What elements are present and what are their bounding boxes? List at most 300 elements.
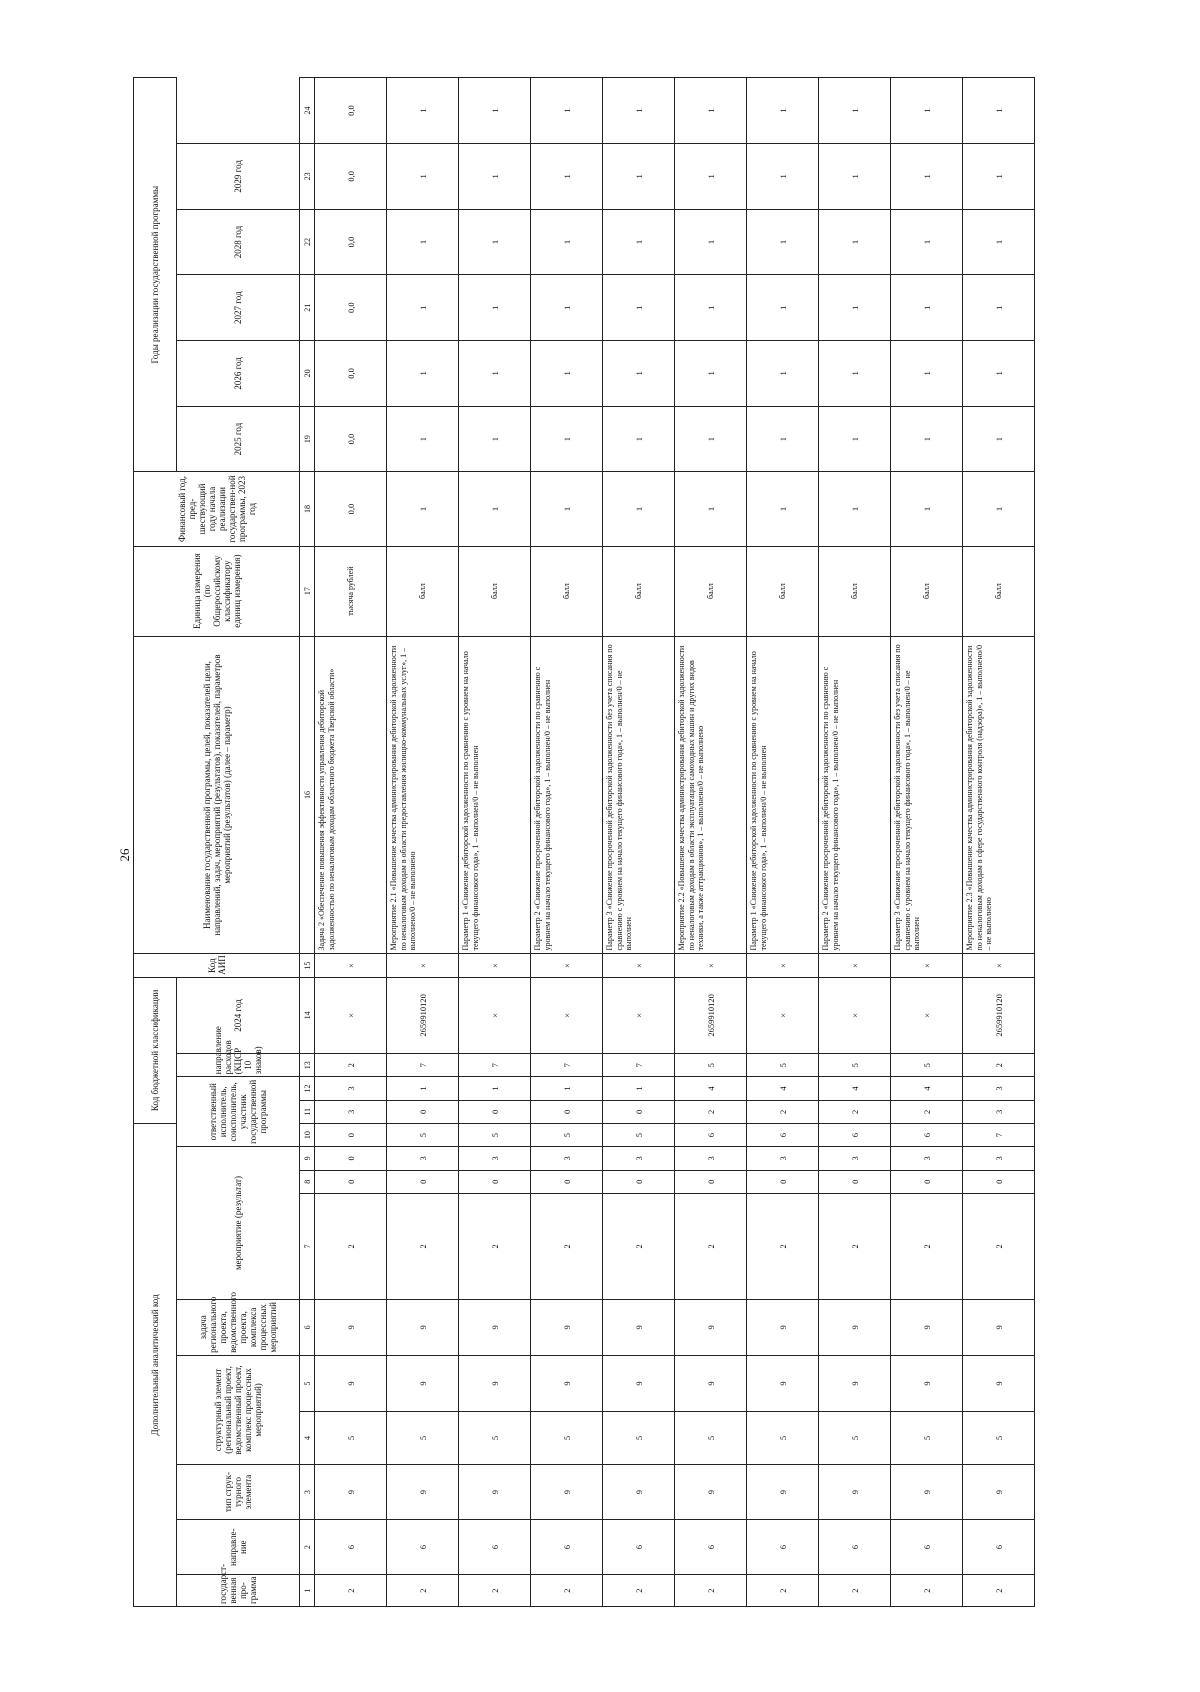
value-cell: 1 <box>891 143 963 209</box>
unit-cell: балл <box>603 546 675 636</box>
value-cell: 1 <box>675 406 747 472</box>
code-cell: 9 <box>891 1299 963 1355</box>
code-cell: 2 <box>315 1054 387 1077</box>
value-cell: 1 <box>531 406 603 472</box>
code-cell: 2 <box>387 1193 459 1299</box>
code-cell: 9 <box>459 1355 531 1411</box>
code-cell: 9 <box>747 1465 819 1520</box>
code-cell: 0 <box>315 1170 387 1193</box>
code-cell: 6 <box>819 1520 891 1575</box>
value-cell: 1 <box>603 341 675 407</box>
code-cell: 6 <box>819 1123 891 1146</box>
code-cell: 2 <box>603 1575 675 1607</box>
code-cell: 9 <box>387 1465 459 1520</box>
value-cell: 1 <box>675 472 747 546</box>
hdr-y24: 2024 год <box>177 977 300 1053</box>
value-cell: 1 <box>387 143 459 209</box>
code-cell: × <box>315 977 387 1053</box>
code-cell: 9 <box>963 1299 1035 1355</box>
hdr-aip: Код АИП <box>134 954 300 977</box>
value-cell: 0,0 <box>315 143 387 209</box>
value-cell: 1 <box>459 472 531 546</box>
column-number: 4 <box>300 1412 315 1465</box>
table-row <box>603 78 675 1607</box>
column-number: 23 <box>300 143 315 209</box>
code-cell: 6 <box>531 1520 603 1575</box>
code-cell: 6 <box>963 1520 1035 1575</box>
column-number: 20 <box>300 341 315 407</box>
code-cell: 5 <box>459 1412 531 1465</box>
table-row <box>963 78 1035 1607</box>
hdr-y29: 2029 год <box>177 143 300 209</box>
code-cell: 2 <box>891 1193 963 1299</box>
hdr-mer: мероприятие (результат) <box>177 1147 300 1300</box>
column-number: 16 <box>300 636 315 954</box>
code-cell: 5 <box>315 1412 387 1465</box>
code-cell: 9 <box>387 1355 459 1411</box>
unit-cell: балл <box>459 546 531 636</box>
table-row <box>315 78 387 1607</box>
value-cell: 1 <box>819 275 891 341</box>
value-cell: 1 <box>963 406 1035 472</box>
column-number: 18 <box>300 472 315 546</box>
code-cell: 9 <box>315 1299 387 1355</box>
item-name-cell: Мероприятие 2.3 «Повышение качества администрирования дебиторской задолженности по неналоговым доходам в сфере государственного контроля (надзора)», 1 – выполнено/0 – не выполнено <box>963 636 1035 954</box>
code-cell: 2 <box>603 1193 675 1299</box>
hdr-fin: Финансовый год, пред-шествующий году начала реализации государствен-ной программы, 2023 год <box>134 472 300 546</box>
value-cell: 1 <box>603 209 675 275</box>
value-cell: 0,0 <box>315 78 387 144</box>
code-cell: 5 <box>963 1412 1035 1465</box>
hdr-years: Годы реализации государственной программы <box>134 78 177 472</box>
code-cell: 6 <box>891 1123 963 1146</box>
value-cell: 1 <box>963 275 1035 341</box>
table-row <box>747 78 819 1607</box>
table-header <box>134 78 315 1607</box>
code-cell: × <box>747 977 819 1053</box>
value-cell: 0,0 <box>315 275 387 341</box>
value-cell: 1 <box>387 275 459 341</box>
code-cell: × <box>315 954 387 977</box>
value-cell: 1 <box>891 472 963 546</box>
code-cell: 9 <box>531 1465 603 1520</box>
value-cell: 1 <box>891 78 963 144</box>
code-cell: 5 <box>387 1412 459 1465</box>
code-cell: 3 <box>819 1147 891 1170</box>
value-cell: 1 <box>387 209 459 275</box>
value-cell: 1 <box>531 341 603 407</box>
code-cell: 9 <box>963 1355 1035 1411</box>
value-cell: 1 <box>387 406 459 472</box>
code-cell: 9 <box>819 1355 891 1411</box>
code-cell: 2 <box>891 1100 963 1123</box>
code-cell: 0 <box>675 1170 747 1193</box>
table-row <box>891 78 963 1607</box>
code-cell: 7 <box>963 1123 1035 1146</box>
program-table <box>133 77 1035 1607</box>
column-number: 17 <box>300 546 315 636</box>
hdr-rash: направление расходов (КЦСР 10 знаков) <box>177 1054 300 1077</box>
code-cell: 9 <box>459 1299 531 1355</box>
value-cell: 1 <box>747 341 819 407</box>
code-cell: 0 <box>459 1170 531 1193</box>
code-cell: 3 <box>675 1147 747 1170</box>
code-cell: 6 <box>675 1123 747 1146</box>
code-cell: 2 <box>675 1100 747 1123</box>
code-cell: × <box>459 977 531 1053</box>
code-cell: 6 <box>747 1520 819 1575</box>
code-cell: 0 <box>819 1170 891 1193</box>
code-cell: 9 <box>387 1299 459 1355</box>
code-cell: × <box>891 954 963 977</box>
hdr-kbk: Код бюджетной классификации <box>134 977 177 1123</box>
code-cell: 5 <box>891 1054 963 1077</box>
column-number: 11 <box>300 1100 315 1123</box>
code-cell: 9 <box>963 1465 1035 1520</box>
code-cell: 6 <box>747 1123 819 1146</box>
code-cell: 2 <box>747 1193 819 1299</box>
code-cell: 7 <box>387 1054 459 1077</box>
column-number: 2 <box>300 1520 315 1575</box>
hdr-gp: государст-венная про-грамма <box>177 1575 300 1607</box>
value-cell: 1 <box>387 78 459 144</box>
code-cell: 3 <box>459 1147 531 1170</box>
code-cell: 5 <box>891 1412 963 1465</box>
code-cell: 2659910120 <box>387 977 459 1053</box>
value-cell: 1 <box>531 143 603 209</box>
code-cell: 2 <box>387 1575 459 1607</box>
code-cell: 1 <box>459 1077 531 1100</box>
code-cell: 0 <box>603 1100 675 1123</box>
code-cell: 2659910120 <box>675 977 747 1053</box>
code-cell: 3 <box>603 1147 675 1170</box>
value-cell: 1 <box>675 78 747 144</box>
code-cell: 5 <box>531 1412 603 1465</box>
code-cell: 2 <box>675 1575 747 1607</box>
unit-cell: балл <box>963 546 1035 636</box>
value-cell: 1 <box>531 275 603 341</box>
column-number: 21 <box>300 275 315 341</box>
code-cell: 6 <box>675 1520 747 1575</box>
code-cell: 2 <box>819 1193 891 1299</box>
item-name-cell: Задача 2 «Обеспечение повышения эффективности управления дебиторской задолженностью по неналоговым доходам областного бюджета Тверской области» <box>315 636 387 954</box>
value-cell: 1 <box>603 78 675 144</box>
code-cell: 2 <box>675 1193 747 1299</box>
code-cell: 9 <box>603 1355 675 1411</box>
code-cell: 5 <box>531 1123 603 1146</box>
column-number: 22 <box>300 209 315 275</box>
code-cell: × <box>963 954 1035 977</box>
code-cell: 0 <box>747 1170 819 1193</box>
code-cell: 3 <box>963 1147 1035 1170</box>
code-cell: 3 <box>531 1147 603 1170</box>
hdr-unit: Единица измерения (по Общероссийскому классификатору единиц измерения) <box>134 546 300 636</box>
value-cell: 1 <box>747 78 819 144</box>
table-row <box>819 78 891 1607</box>
code-cell: 0 <box>891 1170 963 1193</box>
unit-cell: балл <box>747 546 819 636</box>
unit-cell: тысяча рублей <box>315 546 387 636</box>
code-cell: 9 <box>819 1465 891 1520</box>
unit-cell: балл <box>891 546 963 636</box>
item-name-cell: Параметр 1 «Снижение дебиторской задолженности по сравнению с уровнем на начало текущего финансового года», 1 – выполнен/0 – не выполнен <box>747 636 819 954</box>
value-cell: 1 <box>891 341 963 407</box>
item-name-cell: Параметр 1 «Снижение дебиторской задолженности по сравнению с уровнем на начало текущего финансового года», 1 – выполнен/0 – не выполнен <box>459 636 531 954</box>
unit-cell: балл <box>387 546 459 636</box>
value-cell: 1 <box>819 78 891 144</box>
page-number: 26 <box>117 848 132 862</box>
value-cell: 1 <box>891 406 963 472</box>
column-number: 3 <box>300 1465 315 1520</box>
code-cell: 2 <box>963 1575 1035 1607</box>
hdr-zad: задача регионального проекта, ведомственного проекта, комплекса процессных мероприятий <box>177 1299 300 1355</box>
column-number: 12 <box>300 1077 315 1100</box>
column-number: 9 <box>300 1147 315 1170</box>
value-cell: 1 <box>747 406 819 472</box>
value-cell: 0,0 <box>315 406 387 472</box>
code-cell: 0 <box>459 1100 531 1123</box>
item-name-cell: Мероприятие 2.1 «Повышение качества администрирования дебиторской задолженности по неналоговым доходам в области предоставления жилищно-коммунальных услуг», 1 – выполнено/0 – не выполнено <box>387 636 459 954</box>
code-cell: 9 <box>675 1355 747 1411</box>
value-cell: 1 <box>963 472 1035 546</box>
code-cell: × <box>819 954 891 977</box>
table-body <box>315 78 1035 1607</box>
value-cell: 1 <box>531 472 603 546</box>
hdr-tip: тип струк-турного элемента <box>177 1465 300 1520</box>
value-cell: 0,0 <box>315 472 387 546</box>
value-cell: 1 <box>531 78 603 144</box>
hdr-struct: структурный элемент (региональный проект, ведомственный проект, комплекс процессных мероприятий) <box>177 1355 300 1464</box>
code-cell: 6 <box>387 1520 459 1575</box>
code-cell: 3 <box>963 1077 1035 1100</box>
code-cell: 9 <box>315 1465 387 1520</box>
code-cell: 5 <box>387 1123 459 1146</box>
code-cell: 5 <box>819 1054 891 1077</box>
code-cell: 5 <box>459 1123 531 1146</box>
column-number: 14 <box>300 977 315 1053</box>
code-cell: 9 <box>675 1299 747 1355</box>
code-cell: 9 <box>747 1299 819 1355</box>
unit-cell: балл <box>675 546 747 636</box>
code-cell: × <box>603 954 675 977</box>
column-number: 5 <box>300 1355 315 1411</box>
code-cell: 3 <box>747 1147 819 1170</box>
column-number: 1 <box>300 1575 315 1607</box>
code-cell: 2 <box>747 1100 819 1123</box>
code-cell: 2 <box>459 1193 531 1299</box>
value-cell: 1 <box>675 341 747 407</box>
code-cell: 1 <box>603 1077 675 1100</box>
code-cell: 5 <box>675 1412 747 1465</box>
code-cell: 9 <box>819 1299 891 1355</box>
code-cell: × <box>891 977 963 1053</box>
item-name-cell: Параметр 2 «Снижение просроченной дебиторской задолженности по сравнению с уровнем на начало текущего финансового года», 1 – выполнен/0 – не выполнен <box>531 636 603 954</box>
code-cell: 4 <box>747 1077 819 1100</box>
code-cell: 0 <box>603 1170 675 1193</box>
column-number: 8 <box>300 1170 315 1193</box>
code-cell: 0 <box>963 1170 1035 1193</box>
code-cell: × <box>819 977 891 1053</box>
code-cell: 0 <box>531 1100 603 1123</box>
code-cell: × <box>387 954 459 977</box>
code-cell: 6 <box>315 1520 387 1575</box>
code-cell: 9 <box>747 1355 819 1411</box>
code-cell: × <box>459 954 531 977</box>
code-cell: 9 <box>675 1465 747 1520</box>
value-cell: 1 <box>603 472 675 546</box>
code-cell: 0 <box>315 1147 387 1170</box>
value-cell: 1 <box>819 341 891 407</box>
value-cell: 1 <box>747 275 819 341</box>
hdr-y25: 2025 год <box>177 406 300 472</box>
code-cell: 7 <box>603 1054 675 1077</box>
code-cell: 6 <box>891 1520 963 1575</box>
value-cell: 1 <box>459 209 531 275</box>
code-cell: 0 <box>315 1123 387 1146</box>
table-row <box>387 78 459 1607</box>
code-cell: 2 <box>315 1193 387 1299</box>
table-row <box>531 78 603 1607</box>
code-cell: 0 <box>387 1100 459 1123</box>
value-cell: 1 <box>675 143 747 209</box>
value-cell: 1 <box>459 341 531 407</box>
code-cell: 5 <box>819 1412 891 1465</box>
code-cell: 9 <box>531 1355 603 1411</box>
code-cell: 2 <box>315 1575 387 1607</box>
value-cell: 1 <box>459 406 531 472</box>
column-number: 24 <box>300 78 315 144</box>
code-cell: 3 <box>891 1147 963 1170</box>
value-cell: 1 <box>819 143 891 209</box>
hdr-napr: направле-ние <box>177 1520 300 1575</box>
code-cell: 5 <box>747 1054 819 1077</box>
code-cell: 2 <box>819 1100 891 1123</box>
code-cell: 6 <box>459 1520 531 1575</box>
hdr-otv: ответственный исполнитель, соисполнитель, участник государственной программы <box>177 1077 300 1147</box>
item-name-cell: Мероприятие 2.2 «Повышение качества администрирования дебиторской задолженности по неналоговым доходам в области эксплуатации самоходных машин и других видов техники, а также аттракционов», 1 – выполнено/0 – не выполнено <box>675 636 747 954</box>
table-row <box>675 78 747 1607</box>
hdr-dop: Дополнительный аналитический код <box>134 1123 177 1606</box>
value-cell: 1 <box>963 143 1035 209</box>
code-cell: 5 <box>747 1412 819 1465</box>
code-cell: 2 <box>459 1575 531 1607</box>
code-cell: × <box>675 954 747 977</box>
code-cell: 3 <box>315 1077 387 1100</box>
code-cell: 2 <box>891 1575 963 1607</box>
code-cell: 1 <box>531 1077 603 1100</box>
column-number: 13 <box>300 1054 315 1077</box>
code-cell: 2 <box>747 1575 819 1607</box>
code-cell: 4 <box>891 1077 963 1100</box>
column-number: 10 <box>300 1123 315 1146</box>
rotated-table-container <box>133 77 1163 1607</box>
column-number: 15 <box>300 954 315 977</box>
value-cell: 1 <box>603 275 675 341</box>
code-cell: × <box>531 977 603 1053</box>
code-cell: 4 <box>675 1077 747 1100</box>
value-cell: 1 <box>963 341 1035 407</box>
item-name-cell: Параметр 3 «Снижение просроченной дебиторской задолженности без учета списания по сравнению с уровнем на начало текущего финансового года», 1 – выполнен/0 – не выполнен <box>603 636 675 954</box>
value-cell: 1 <box>747 143 819 209</box>
value-cell: 1 <box>891 275 963 341</box>
hdr-y26: 2026 год <box>177 341 300 407</box>
value-cell: 1 <box>387 472 459 546</box>
unit-cell: балл <box>819 546 891 636</box>
code-cell: × <box>747 954 819 977</box>
value-cell: 1 <box>603 143 675 209</box>
column-number: 19 <box>300 406 315 472</box>
code-cell: 0 <box>387 1170 459 1193</box>
code-cell: 0 <box>531 1170 603 1193</box>
column-number: 7 <box>300 1193 315 1299</box>
code-cell: 5 <box>603 1412 675 1465</box>
value-cell: 1 <box>459 78 531 144</box>
code-cell: 2 <box>531 1193 603 1299</box>
code-cell: 2 <box>963 1054 1035 1077</box>
code-cell: × <box>531 954 603 977</box>
code-cell: 2 <box>819 1575 891 1607</box>
value-cell: 1 <box>747 209 819 275</box>
column-number: 6 <box>300 1299 315 1355</box>
value-cell: 1 <box>963 78 1035 144</box>
value-cell: 1 <box>963 209 1035 275</box>
code-cell: 3 <box>387 1147 459 1170</box>
value-cell: 1 <box>387 341 459 407</box>
code-cell: 7 <box>459 1054 531 1077</box>
item-name-cell: Параметр 3 «Снижение просроченной дебиторской задолженности без учета списания по сравнению с уровнем на начало текущего финансового года», 1 – выполнен/0 – не выполнен <box>891 636 963 954</box>
value-cell: 1 <box>747 472 819 546</box>
value-cell: 0,0 <box>315 341 387 407</box>
code-cell: 4 <box>819 1077 891 1100</box>
value-cell: 1 <box>819 209 891 275</box>
value-cell: 1 <box>459 275 531 341</box>
code-cell: 2 <box>531 1575 603 1607</box>
code-cell: 6 <box>603 1520 675 1575</box>
code-cell: × <box>603 977 675 1053</box>
code-cell: 9 <box>891 1465 963 1520</box>
value-cell: 1 <box>531 209 603 275</box>
code-cell: 9 <box>531 1299 603 1355</box>
code-cell: 3 <box>315 1100 387 1123</box>
code-cell: 1 <box>387 1077 459 1100</box>
code-cell: 7 <box>531 1054 603 1077</box>
value-cell: 0,0 <box>315 209 387 275</box>
code-cell: 2659910120 <box>963 977 1035 1053</box>
code-cell: 9 <box>315 1355 387 1411</box>
table-row <box>459 78 531 1607</box>
code-cell: 5 <box>675 1054 747 1077</box>
code-cell: 2 <box>963 1193 1035 1299</box>
code-cell: 9 <box>603 1299 675 1355</box>
code-cell: 3 <box>963 1100 1035 1123</box>
code-cell: 9 <box>459 1465 531 1520</box>
value-cell: 1 <box>819 472 891 546</box>
hdr-y28: 2028 год <box>177 209 300 275</box>
value-cell: 1 <box>675 275 747 341</box>
value-cell: 1 <box>819 406 891 472</box>
hdr-name: Наименование государственной программы, целей, показателей цели, направлений, задач, мероприятий (результатов), показателей, параметров мероприятий (результатов) (далее – параметр) <box>134 636 300 954</box>
item-name-cell: Параметр 2 «Снижение просроченной дебиторской задолженности по сравнению с уровнем на начало текущего финансового года», 1 – выполнен/0 – не выполнен <box>819 636 891 954</box>
value-cell: 1 <box>603 406 675 472</box>
code-cell: 5 <box>603 1123 675 1146</box>
hdr-y27: 2027 год <box>177 275 300 341</box>
value-cell: 1 <box>459 143 531 209</box>
unit-cell: балл <box>531 546 603 636</box>
value-cell: 1 <box>675 209 747 275</box>
column-number-row <box>300 78 315 1607</box>
code-cell: 9 <box>603 1465 675 1520</box>
code-cell: 9 <box>891 1355 963 1411</box>
